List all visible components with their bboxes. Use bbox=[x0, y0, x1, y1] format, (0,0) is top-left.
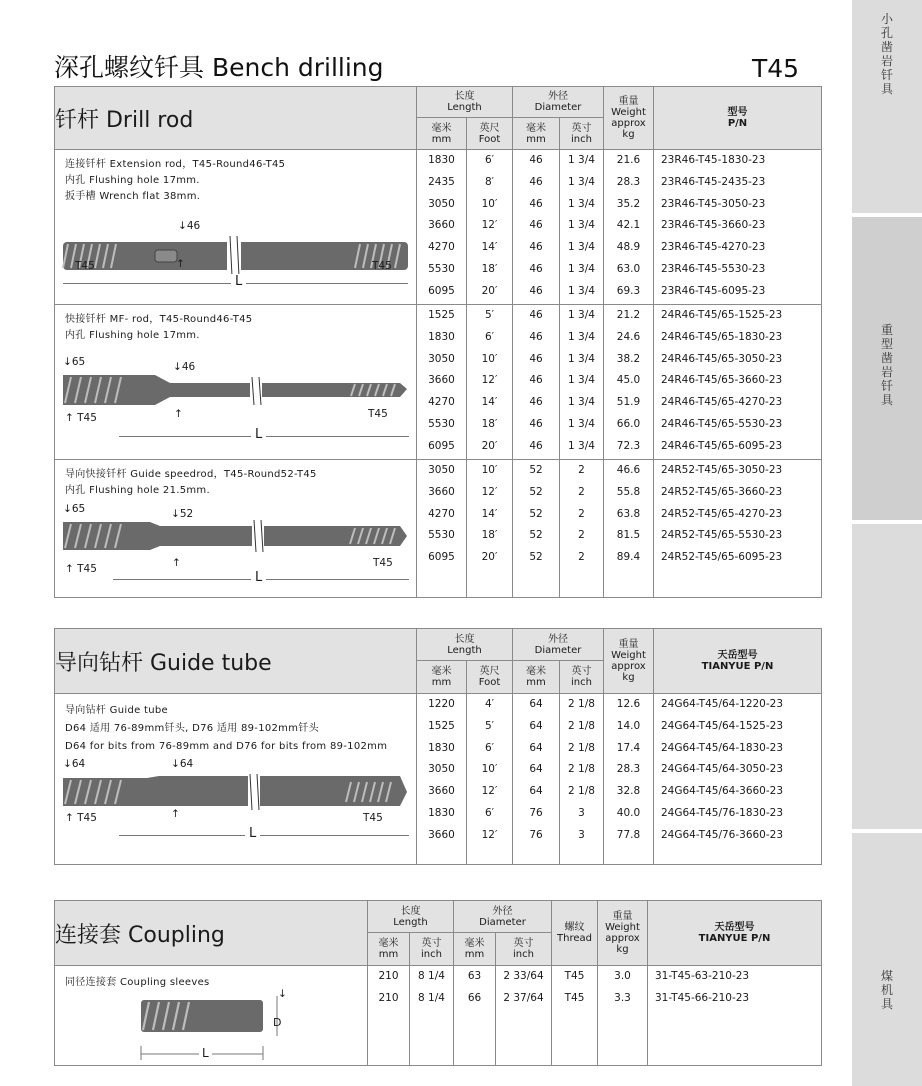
dim-right-thread: T45 bbox=[373, 557, 393, 569]
section-title: 导向钻杆 Guide tube bbox=[55, 629, 417, 694]
diameter-inch-col: 2 33/64 2 37/64 bbox=[496, 966, 552, 1066]
series-label: T45 bbox=[752, 54, 800, 83]
length-mm-col: 3050 3660 4270 5530 6095 bbox=[417, 460, 467, 598]
diameter-inch-col: 1 3/4 1 3/4 1 3/4 1 3/4 1 3/4 1 3/4 1 3/4 bbox=[560, 305, 604, 460]
desc-line: 同径连接套 Coupling sleeves bbox=[65, 977, 210, 988]
diameter-mm-col: 46 46 46 46 46 46 46 bbox=[513, 150, 560, 305]
mm-subheader: 毫米 mm bbox=[368, 933, 410, 966]
desc-line: D64 for bits from 76-89mm and D76 for bits from 89-102mm bbox=[65, 741, 388, 752]
dim-length: L bbox=[251, 427, 266, 442]
desc-line: 内孔 Flushing hole 17mm. bbox=[65, 175, 200, 186]
pn-header: 天岳型号 TIANYUE P/N bbox=[654, 629, 822, 694]
dim-left-thread: ↑ T45 bbox=[65, 812, 97, 824]
foot-subheader: 英尺 Foot bbox=[467, 118, 513, 150]
desc-line: 导向快接钎杆 Guide speedrod，T45-Round52-T45 bbox=[65, 469, 317, 480]
diameter-header: 外径 Diameter bbox=[454, 901, 552, 933]
side-tab-label: 煤机具 bbox=[880, 969, 893, 1011]
mm-subheader: 毫米 mm bbox=[513, 118, 560, 150]
dim-arrow: ↑ bbox=[174, 408, 183, 420]
weight-col: 12.6 14.0 17.4 28.3 32.8 40.0 77.8 bbox=[604, 694, 654, 865]
mm-subheader: 毫米 mm bbox=[417, 118, 467, 150]
inch-subheader: 英寸 inch bbox=[560, 118, 604, 150]
side-tab-label: 小孔凿岩钎具 bbox=[880, 12, 893, 96]
dim-arrow: ↑ bbox=[172, 557, 181, 569]
pn-col: 24G64-T45/64-1220-23 24G64-T45/64-1525-23 24G64-T45/64-1830-23 24G64-T45/64-3050-23 24G64-T45/64-3660-23 24G64-T45/76-1830-23 24G64-T45/76-3660-23 bbox=[654, 694, 822, 865]
dim-length: L bbox=[251, 570, 266, 585]
thread-header: 螺纹 Thread bbox=[552, 901, 598, 966]
dim-right-thread: T45 bbox=[368, 408, 388, 420]
dim-left-thread: ↑ T45 bbox=[65, 412, 97, 424]
pn-header: 天岳型号 TIANYUE P/N bbox=[648, 901, 822, 966]
dim-diameter: ↓52 bbox=[171, 508, 194, 520]
dim-length: L bbox=[245, 826, 260, 841]
pn-col: 24R46-T45/65-1525-23 24R46-T45/65-1830-23 24R46-T45/65-3050-23 24R46-T45/65-3660-23 24R46-T45/65-4270-23 24R46-T45/65-5530-23 24R46-T45/65-6095-23 bbox=[654, 305, 822, 460]
diameter-mm-col: 52 52 52 52 52 bbox=[513, 460, 560, 598]
length-inch-col: 8 1/4 8 1/4 bbox=[410, 966, 454, 1066]
length-mm-col: 1220 1525 1830 3050 3660 1830 3660 bbox=[417, 694, 467, 865]
length-header: 长度 Length bbox=[417, 87, 513, 118]
dim-length: L bbox=[231, 274, 246, 289]
product-description bbox=[55, 966, 368, 1066]
product-description bbox=[55, 694, 417, 865]
weight-header: 重量 Weight approx kg bbox=[604, 629, 654, 694]
weight-col: 21.2 24.6 38.2 45.0 51.9 66.0 72.3 bbox=[604, 305, 654, 460]
dim-left-thread: T45 bbox=[75, 260, 95, 272]
length-header: 长度 Length bbox=[368, 901, 454, 933]
side-tab-small-hole[interactable] bbox=[852, 0, 922, 213]
section-title: 钎杆 Drill rod bbox=[55, 87, 417, 150]
length-ft-col: 6′ 8′ 10′ 12′ 14′ 18′ 20′ bbox=[467, 150, 513, 305]
dim-collar-diameter: ↓65 bbox=[63, 356, 86, 368]
mm-subheader: 毫米 mm bbox=[417, 661, 467, 694]
weight-header: 重量 Weight approx kg bbox=[598, 901, 648, 966]
coupling-sleeve-drawing bbox=[135, 996, 295, 1076]
length-ft-col: 10′ 12′ 14′ 18′ 20′ bbox=[467, 460, 513, 598]
mf-rod-drawing bbox=[55, 367, 417, 427]
drill-rod-table bbox=[54, 86, 822, 598]
length-mm-col: 1830 2435 3050 3660 4270 5530 6095 bbox=[417, 150, 467, 305]
side-tab-heavy[interactable] bbox=[852, 217, 922, 520]
length-mm-col: 210 210 bbox=[368, 966, 410, 1066]
side-tab-coal[interactable] bbox=[852, 833, 922, 1086]
diameter-mm-col: 46 46 46 46 46 46 46 bbox=[513, 305, 560, 460]
product-description bbox=[55, 305, 417, 460]
dim-diameter: ↓64 bbox=[171, 758, 194, 770]
desc-line: D64 适用 76-89mm钎头, D76 适用 89-102mm钎头 bbox=[65, 723, 319, 734]
foot-subheader: 英尺 Foot bbox=[467, 661, 513, 694]
dim-diameter: ↓46 bbox=[173, 361, 196, 373]
length-ft-col: 4′ 5′ 6′ 10′ 12′ 6′ 12′ bbox=[467, 694, 513, 865]
desc-line: 内孔 Flushing hole 21.5mm. bbox=[65, 485, 210, 496]
length-mm-col: 1525 1830 3050 3660 4270 5530 6095 bbox=[417, 305, 467, 460]
mm-subheader: 毫米 mm bbox=[513, 661, 560, 694]
desc-line: 连接钎杆 Extension rod，T45-Round46-T45 bbox=[65, 159, 286, 170]
pn-col: 23R46-T45-1830-23 23R46-T45-2435-23 23R46-T45-3050-23 23R46-T45-3660-23 23R46-T45-4270-23 23R46-T45-5530-23 23R46-T45-6095-23 bbox=[654, 150, 822, 305]
length-ft-col: 5′ 6′ 10′ 12′ 14′ 18′ 20′ bbox=[467, 305, 513, 460]
dim-diameter: D bbox=[273, 1016, 282, 1029]
weight-col: 21.6 28.3 35.2 42.1 48.9 63.0 69.3 bbox=[604, 150, 654, 305]
dim-arrow: ↑ bbox=[176, 258, 185, 270]
weight-col: 46.6 55.8 63.8 81.5 89.4 bbox=[604, 460, 654, 598]
coupling-table bbox=[54, 900, 822, 1066]
diameter-header: 外径 Diameter bbox=[513, 87, 604, 118]
dim-arrow: ↑ bbox=[171, 808, 180, 820]
desc-line: 导向钻杆 Guide tube bbox=[65, 705, 168, 716]
length-header: 长度 Length bbox=[417, 629, 513, 661]
diameter-inch-col: 2 2 2 2 2 bbox=[560, 460, 604, 598]
side-tab-label: 重型凿岩钎具 bbox=[880, 323, 893, 407]
dim-right-thread: T45 bbox=[363, 812, 383, 824]
dim-right-thread: T45 bbox=[372, 260, 392, 272]
product-description bbox=[55, 460, 417, 598]
length-line bbox=[119, 835, 409, 836]
pn-col: 31-T45-63-210-23 31-T45-66-210-23 bbox=[648, 966, 822, 1066]
dim-collar-diameter: ↓65 bbox=[63, 503, 86, 515]
desc-line: 内孔 Flushing hole 17mm. bbox=[65, 330, 200, 341]
guide-speedrod-drawing bbox=[55, 518, 417, 574]
dim-diameter: ↓46 bbox=[178, 220, 201, 232]
page-title: 深孔螺纹钎具 Bench drilling bbox=[54, 53, 384, 82]
dim-collar-diameter: ↓64 bbox=[63, 758, 86, 770]
weight-header: 重量 Weight approx kg bbox=[604, 87, 654, 150]
section-title: 连接套 Coupling bbox=[55, 901, 368, 966]
side-tab-blank bbox=[852, 524, 922, 829]
inch-subheader: 英寸 inch bbox=[496, 933, 552, 966]
diameter-mm-col: 64 64 64 64 64 76 76 bbox=[513, 694, 560, 865]
mm-subheader: 毫米 mm bbox=[454, 933, 496, 966]
pn-col: 24R52-T45/65-3050-23 24R52-T45/65-3660-23 24R52-T45/65-4270-23 24R52-T45/65-5530-23 24R52-T45/65-6095-23 bbox=[654, 460, 822, 598]
desc-line: 快接钎杆 MF- rod，T45-Round46-T45 bbox=[65, 314, 253, 325]
dim-length: L bbox=[199, 1046, 212, 1060]
product-description bbox=[55, 150, 417, 305]
weight-col: 3.0 3.3 bbox=[598, 966, 648, 1066]
diameter-inch-col: 1 3/4 1 3/4 1 3/4 1 3/4 1 3/4 1 3/4 1 3/4 bbox=[560, 150, 604, 305]
inch-subheader: 英寸 inch bbox=[410, 933, 454, 966]
guide-tube-table bbox=[54, 628, 822, 865]
pn-header: 型号 P/N bbox=[654, 87, 822, 150]
thread-col: T45 T45 bbox=[552, 966, 598, 1066]
dim-left-thread: ↑ T45 bbox=[65, 563, 97, 575]
diameter-inch-col: 2 1/8 2 1/8 2 1/8 2 1/8 2 1/8 3 3 bbox=[560, 694, 604, 865]
diameter-mm-col: 63 66 bbox=[454, 966, 496, 1066]
desc-line: 扳手槽 Wrench flat 38mm. bbox=[65, 191, 201, 202]
diameter-header: 外径 Diameter bbox=[513, 629, 604, 661]
inch-subheader: 英寸 inch bbox=[560, 661, 604, 694]
dim-arrow: ↓ bbox=[278, 988, 287, 1000]
